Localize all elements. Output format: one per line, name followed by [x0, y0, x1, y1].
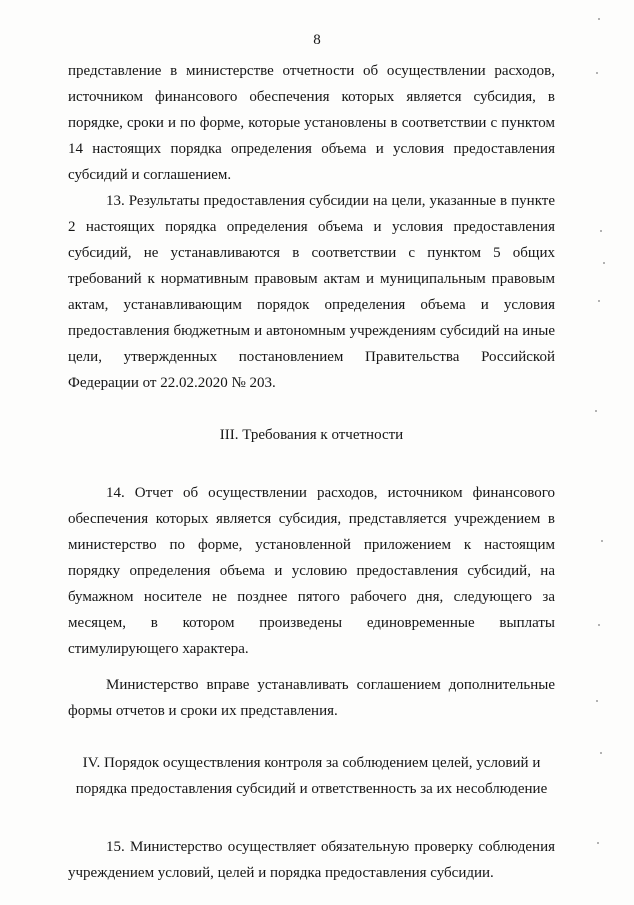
paragraph-14: 14. Отчет об осуществлении расходов, источником финансового обеспечения которых является субсидия, представляется учреждением в министерство по форме, установленной приложением к настоящим порядку определения объема и условию предоставления субсидий, на бумажном носителе не позднее пятого рабочего дня, следующего за месяцем, в котором произведены единовременные выплаты стимулирующего характера.	[68, 485, 555, 657]
scan-speck	[598, 300, 600, 302]
paragraph-continued: представление в министерстве отчетности об осуществлении расходов, источником финансового обеспечения которых является субсидия, в порядке, сроки и по форме, которые установлены в соответствии с пунктом 14 настоящих порядка определения объема и условия предоставления субсидий и соглашением.	[68, 63, 555, 183]
scan-speck	[598, 624, 600, 626]
scan-speck	[603, 262, 605, 264]
paragraph-13: 13. Результаты предоставления субсидии на цели, указанные в пункте 2 настоящих порядка определения объема и условия предоставления субсидий, не устанавливаются в соответствии с пунктом 5 общих требований к нормативным правовым актам и муниципальным правовым актам, устанавливающим порядок определения объема и условия предоставления бюджетным и автономным учреждениям субсидий на иные цели, утвержденных постановлением Правительства Российской Федерации от 22.02.2020 № 203.	[68, 193, 555, 391]
page-number: 8	[313, 32, 321, 48]
scan-speck	[600, 752, 602, 754]
scan-speck	[600, 230, 602, 232]
section-3-heading: III. Требования к отчетности	[219, 427, 404, 443]
scan-speck	[596, 700, 598, 702]
scan-speck	[596, 72, 598, 74]
paragraph-15: 15. Министерство осуществляет обязательную проверку соблюдения учреждением условий, целей и порядка предоставления субсидии.	[68, 839, 555, 881]
section-4-heading-line-1: IV. Порядок осуществления контроля за соблюдением целей, условий и	[82, 755, 541, 771]
document-body	[68, 58, 555, 886]
scan-speck	[598, 18, 600, 20]
scan-speck	[595, 410, 597, 412]
section-4-heading-line-2: порядка предоставления субсидий и ответственность за их несоблюдение	[75, 781, 548, 797]
scan-speck	[597, 842, 599, 844]
scan-speck	[601, 540, 603, 542]
paragraph-14-addendum: Министерство вправе устанавливать соглашением дополнительные формы отчетов и сроки их представления.	[68, 677, 555, 719]
